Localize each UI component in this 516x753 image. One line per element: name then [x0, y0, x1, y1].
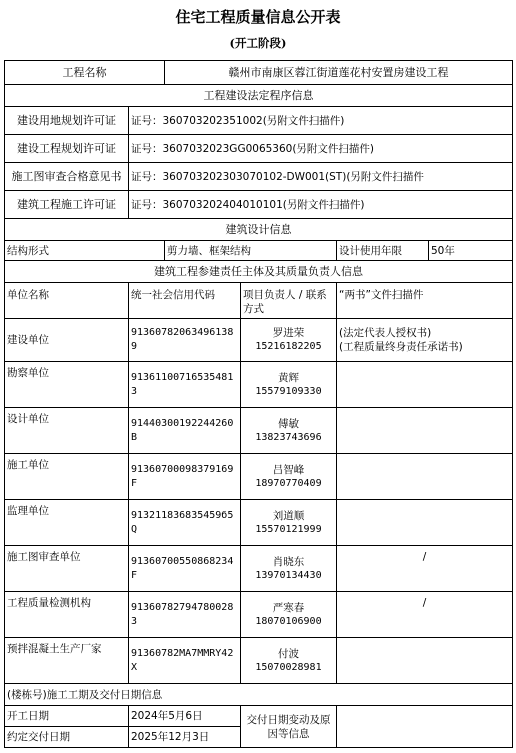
party-credit-code: 91360782MA7MMRY42X [129, 638, 241, 684]
lifetime-commitment-label: (工程质量终身责任承诺书) [339, 341, 463, 353]
col-header-docs: “两书”文件扫描件 [337, 283, 513, 319]
party-docs [337, 362, 513, 408]
party-unit: 施工图审查单位 [5, 546, 129, 592]
delivery-change-value [337, 706, 513, 748]
party-unit: 工程质量检测机构 [5, 592, 129, 638]
party-phone: 18070106900 [255, 615, 322, 627]
party-person-name: 黄辉 [278, 371, 299, 384]
col-header-person: 项目负责人 / 联系方式 [241, 283, 337, 319]
party-docs-slash: / [337, 592, 513, 638]
party-person-name: 付波 [278, 647, 299, 660]
party-person-name: 严寒春 [272, 601, 305, 614]
party-credit-code: 913607820634961389 [129, 319, 241, 362]
party-unit: 勘察单位 [5, 362, 129, 408]
structure-value: 剪力墙、框架结构 [165, 241, 337, 261]
procedure-section-header: 工程建设法定程序信息 [5, 85, 513, 107]
party-phone: 13823743696 [255, 431, 322, 443]
party-contact [241, 592, 337, 638]
schedule-section-header: (楼栋号)施工工期及交付日期信息 [5, 684, 513, 706]
party-credit-code: 913607005508682З4F [129, 546, 241, 592]
party-docs [337, 408, 513, 454]
info-table [4, 60, 513, 748]
party-docs [337, 638, 513, 684]
party-docs [337, 319, 513, 362]
project-name-label: 工程名称 [5, 61, 165, 85]
party-person-name: 刘道顺 [272, 509, 305, 522]
party-person-name: 肖晓东 [272, 555, 305, 568]
party-contact [241, 319, 337, 362]
structure-label: 结构形式 [5, 241, 165, 261]
party-contact [241, 408, 337, 454]
design-life-label: 设计使用年限 [337, 241, 429, 261]
procedure-value: 证号：360703202404010101(另附文件扫描件) [129, 191, 513, 219]
party-contact [241, 454, 337, 500]
party-credit-code: 913607827947800283 [129, 592, 241, 638]
project-name-value: 赣州市南康区蓉江街道莲花村安置房建设工程 [165, 61, 513, 85]
party-unit: 监理单位 [5, 500, 129, 546]
procedure-value: 证号：360703202303070102-DW001(ST)(另附文件扫描件 [129, 163, 513, 191]
party-phone: 15570121999 [255, 523, 322, 535]
procedure-label: 建设用地规划许可证 [5, 107, 129, 135]
party-docs-slash: / [337, 546, 513, 592]
party-unit: 施工单位 [5, 454, 129, 500]
party-phone: 15579109330 [255, 385, 322, 397]
party-contact [241, 546, 337, 592]
procedure-label: 建设工程规划许可证 [5, 135, 129, 163]
party-unit: 建设单位 [5, 319, 129, 362]
party-phone: 18970770409 [255, 477, 322, 489]
party-contact [241, 638, 337, 684]
party-person-name: 吕智峰 [272, 463, 305, 476]
col-header-unit: 单位名称 [5, 283, 129, 319]
party-unit: 预拌混凝土生产厂家 [5, 638, 129, 684]
authorization-letter-label: (法定代表人授权书) [339, 327, 432, 339]
party-phone: 13970134430 [255, 569, 322, 581]
start-date-label: 开工日期 [5, 706, 129, 727]
procedure-value: 证号：3607032023GG0065360(另附文件扫描件) [129, 135, 513, 163]
party-docs [337, 454, 513, 500]
party-contact [241, 362, 337, 408]
procedure-label: 施工图审查合格意见书 [5, 163, 129, 191]
party-contact [241, 500, 337, 546]
start-date-value: 2024年5月6日 [129, 706, 241, 727]
document-title: 住宅工程质量信息公开表 [175, 8, 341, 26]
design-section-header: 建筑设计信息 [5, 219, 513, 241]
design-life-value: 50年 [429, 241, 513, 261]
procedure-label: 建筑工程施工许可证 [5, 191, 129, 219]
party-credit-code: 91440300192244260B [129, 408, 241, 454]
document-subtitle: (开工阶段) [229, 36, 287, 50]
party-credit-code: 913211836835459б5Q [129, 500, 241, 546]
party-credit-code: 91361100716535481З [129, 362, 241, 408]
delivery-change-label: 交付日期变动及原因等信息 [241, 706, 337, 748]
party-phone: 15070028981 [255, 661, 322, 673]
col-header-code: 统一社会信用代码 [129, 283, 241, 319]
party-unit: 设计单位 [5, 408, 129, 454]
delivery-date-label: 约定交付日期 [5, 727, 129, 748]
party-person-name: 罗进荣 [272, 327, 305, 339]
party-phone: 15216182205 [255, 341, 322, 352]
party-docs [337, 500, 513, 546]
party-person-name: 傅敏 [278, 417, 299, 430]
procedure-value: 证号：360703202351002(另附文件扫描件) [129, 107, 513, 135]
party-credit-code: 91360700098379169F [129, 454, 241, 500]
parties-section-header: 建筑工程参建责任主体及其质量负责人信息 [5, 261, 513, 283]
delivery-date-value: 2025年12月3日 [129, 727, 241, 748]
